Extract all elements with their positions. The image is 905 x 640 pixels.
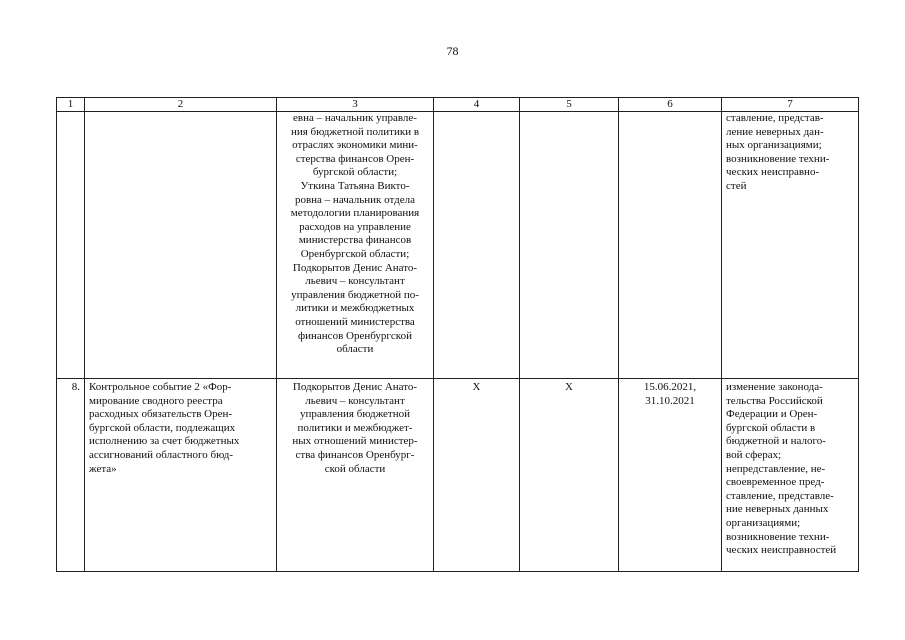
row8-event-line: бургской области, подлежащих bbox=[89, 421, 236, 434]
cont-responsible-line: ровна – начальник отдела bbox=[294, 193, 416, 206]
cont-cell-col5 bbox=[520, 112, 619, 379]
cont-responsible-line: ния бюджетной политики в bbox=[290, 125, 420, 138]
cont-responsible-line: отраслях экономики мини- bbox=[292, 139, 418, 152]
row8-responsible-line: льевич – консультант bbox=[305, 394, 405, 407]
cont-cell-responsible bbox=[277, 112, 434, 379]
cont-responsible-line: Уткина Татьяна Викто- bbox=[300, 179, 410, 192]
row8-responsible-line: политики и межбюджет- bbox=[297, 421, 413, 434]
cont-responsible-line: отношений министерства bbox=[295, 315, 415, 328]
cont-responsible-line: льевич – консультант bbox=[305, 275, 405, 288]
row8-risk-line: бюджетной и налого- bbox=[726, 435, 826, 448]
row8-risk-line: ставление, представле- bbox=[726, 489, 834, 502]
row8-responsible-line: управления бюджетной bbox=[299, 408, 411, 421]
cont-risk-line: стей bbox=[726, 179, 747, 192]
row8-risk-line: организациями; bbox=[726, 516, 801, 529]
row8-num: 8. bbox=[57, 379, 85, 572]
page-number: 78 bbox=[446, 44, 459, 58]
cont-responsible-line: министерства финансов bbox=[298, 234, 412, 247]
cont-responsible-line: евна – начальник управле- bbox=[293, 112, 417, 124]
header-col-4: 4 bbox=[434, 98, 520, 112]
cont-responsible-line: литики и межбюджетных bbox=[295, 302, 415, 315]
row8-risk-line: изменение законода- bbox=[726, 381, 823, 393]
cont-responsible-line: области bbox=[336, 343, 374, 356]
row8-responsible-line: ных отношений министер- bbox=[292, 435, 418, 448]
row8-col4: Х bbox=[434, 379, 520, 572]
row8-event-line: ассигнований областного бюд- bbox=[89, 448, 234, 461]
row8-risk-line: ческих неисправностей bbox=[726, 544, 837, 557]
cont-risk-line: ческих неисправно- bbox=[726, 166, 820, 179]
row8-responsible-line: ства финансов Оренбург- bbox=[295, 448, 415, 461]
table-row-continuation bbox=[57, 112, 859, 379]
cont-cell-event bbox=[85, 112, 277, 379]
row8-risk-line: тельства Российской bbox=[726, 394, 823, 407]
row8-col5: Х bbox=[520, 379, 619, 572]
cont-risk-line: ление неверных дан- bbox=[726, 125, 824, 138]
cont-cell-risks bbox=[722, 112, 859, 379]
row8-risk-line: Федерации и Орен- bbox=[726, 408, 818, 421]
row8-risk-line: непредставление, не- bbox=[726, 462, 826, 475]
cont-responsible-line: управления бюджетной по- bbox=[291, 288, 419, 301]
header-row bbox=[57, 98, 859, 112]
cont-responsible-line: финансов Оренбургской bbox=[298, 329, 412, 342]
table-row-8 bbox=[57, 379, 859, 572]
row8-risks bbox=[722, 379, 859, 572]
row8-risk-line: своевременное пред- bbox=[726, 476, 825, 489]
row8-dates bbox=[619, 379, 722, 572]
header-col-2: 2 bbox=[85, 98, 277, 112]
cont-risk-line: возникновение техни- bbox=[726, 152, 830, 165]
row8-event-line: Контрольное событие 2 «Фор- bbox=[89, 381, 232, 393]
row8-date-line: 31.10.2021 bbox=[645, 394, 695, 407]
cont-risk-line: ставление, представ- bbox=[726, 112, 824, 124]
row8-event-line: жета» bbox=[89, 462, 117, 475]
row8-risk-line: вой сферах; bbox=[726, 448, 782, 461]
row8-risk-line: бургской области в bbox=[726, 421, 816, 434]
header-col-5: 5 bbox=[520, 98, 619, 112]
cont-cell-col6 bbox=[619, 112, 722, 379]
row8-responsible-line: ской области bbox=[324, 462, 386, 475]
cont-responsible-line: Оренбургской области; bbox=[300, 247, 410, 260]
row8-risk-line: ние неверных данных bbox=[726, 503, 829, 516]
row8-event-line: исполнению за счет бюджетных bbox=[89, 435, 240, 448]
cont-cell-col4 bbox=[434, 112, 520, 379]
cont-responsible-line: бургской области; bbox=[312, 166, 398, 179]
cont-cell-num bbox=[57, 112, 85, 379]
row8-event bbox=[85, 379, 277, 572]
header-col-1: 1 bbox=[57, 98, 85, 112]
cont-responsible-line: расходов на управление bbox=[299, 220, 411, 233]
row8-date-line: 15.06.2021, bbox=[643, 381, 697, 393]
cont-risk-line: ных организациями; bbox=[726, 139, 822, 152]
row8-risk-line: возникновение техни- bbox=[726, 530, 830, 543]
row8-event-line: расходных обязательств Орен- bbox=[89, 408, 233, 421]
header-col-6: 6 bbox=[619, 98, 722, 112]
row8-event-line: мирование сводного реестра bbox=[89, 394, 223, 407]
row8-responsible bbox=[277, 379, 434, 572]
header-col-3: 3 bbox=[277, 98, 434, 112]
plan-table bbox=[56, 97, 859, 572]
row8-responsible-line: Подкорытов Денис Анато- bbox=[292, 381, 418, 393]
cont-responsible-line: стерства финансов Орен- bbox=[295, 152, 415, 165]
cont-responsible-line: методологии планирования bbox=[290, 207, 420, 220]
cont-responsible-line: Подкорытов Денис Анато- bbox=[292, 261, 418, 274]
header-col-7: 7 bbox=[722, 98, 859, 112]
